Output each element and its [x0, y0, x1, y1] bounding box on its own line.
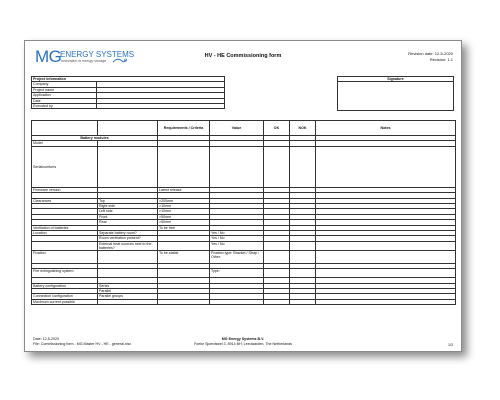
row-nok-cell[interactable]: [290, 250, 316, 263]
row-label: Fixation: [32, 250, 98, 263]
row-sublabel: [98, 269, 158, 278]
row-requirement: [158, 269, 210, 278]
row-label: Ventilation of batteries: [32, 225, 98, 230]
footer-address: Foeke Sjoerdswei 3, 8914 BH, Leeuwarden, The Netherlands: [194, 342, 292, 346]
row-sublabel: External heat sources next to the batteries?: [98, 241, 158, 250]
field-label: Project name: [32, 87, 97, 92]
signature-table: [337, 76, 454, 111]
field-label: Application: [32, 93, 97, 98]
row-nok-cell[interactable]: [290, 269, 316, 278]
footer-date: Date: 12-5-2020: [33, 337, 59, 341]
field-label: Date: [32, 98, 97, 103]
row-requirement: >50mm: [158, 220, 210, 225]
row-sublabel: Series: [98, 283, 158, 288]
row-requirement: [158, 299, 210, 304]
row-nok-cell[interactable]: [290, 146, 316, 187]
row-ok-cell[interactable]: [264, 269, 290, 278]
row-ok-cell[interactable]: [264, 146, 290, 187]
footer-page-number: 1/3: [448, 343, 453, 347]
table-row: [32, 269, 456, 278]
row-requirement: >200mm: [158, 198, 210, 203]
row-sublabel: Front: [98, 214, 158, 219]
row-notes-cell[interactable]: [316, 241, 456, 250]
row-requirement: [158, 146, 210, 187]
header-blank: [32, 121, 98, 136]
row-nok-cell[interactable]: [290, 241, 316, 250]
row-label: Model: [32, 141, 98, 146]
row-value[interactable]: [210, 146, 264, 187]
field-label: Executed by: [32, 104, 97, 109]
row-label: Maximum current possible: [32, 299, 98, 304]
section-title: Battery modules: [32, 136, 158, 141]
commissioning-table: [31, 120, 456, 305]
column-header-ok: OK: [264, 121, 290, 136]
row-nok-cell[interactable]: [290, 299, 316, 304]
row-label: Clearances: [32, 198, 98, 203]
row-requirement: >50mm: [158, 214, 210, 219]
footer-company: MG Energy Systems B.V.: [221, 337, 265, 341]
row-sublabel: [98, 146, 158, 187]
revision-date: 12-5-2020: [434, 51, 453, 56]
row-requirement: To be free: [158, 225, 210, 230]
row-label: Battery configuration: [32, 283, 98, 288]
row-value[interactable]: Yes / No: [210, 241, 264, 250]
project-information-table: [31, 76, 225, 109]
column-header-notes: Notes: [316, 121, 456, 136]
row-sublabel: Room ventilation present?: [98, 236, 158, 241]
row-sublabel: Left side: [98, 209, 158, 214]
row-value[interactable]: Fixation type: Bracket / Strap / Other:: [210, 250, 264, 263]
revision-date-label: Revision date:: [408, 51, 434, 56]
row-sublabel: Rear: [98, 220, 158, 225]
row-requirement: To be stable: [158, 250, 210, 263]
row-value[interactable]: Type:: [210, 269, 264, 278]
row-notes-cell[interactable]: [316, 250, 456, 263]
row-requirement: [158, 241, 210, 250]
row-requirement: >10mm: [158, 209, 210, 214]
logo-tagline: innovation in energy storage: [61, 59, 107, 63]
project-information-title: Project information: [32, 77, 225, 82]
row-ok-cell[interactable]: [264, 241, 290, 250]
row-sublabel: Separate battery room?: [98, 231, 158, 236]
footer-company-info: [25, 337, 461, 347]
row-ok-cell[interactable]: [264, 250, 290, 263]
field-value[interactable]: [97, 104, 225, 109]
row-sublabel: [98, 299, 158, 304]
row-ok-cell[interactable]: [264, 299, 290, 304]
row-label: Connection configuration: [32, 294, 98, 299]
row-sublabel: Parallel: [98, 289, 158, 294]
row-notes-cell[interactable]: [316, 269, 456, 278]
row-label: Location: [32, 231, 98, 236]
row-sublabel: Right side: [98, 204, 158, 209]
row-sublabel: [98, 250, 158, 263]
row-requirement: Latest release: [158, 187, 210, 192]
row-value[interactable]: Yes / No: [210, 236, 264, 241]
row-sublabel: Top: [98, 198, 158, 203]
table-row: [32, 299, 456, 304]
row-label: Fire extinguishing system: [32, 269, 98, 278]
field-label: Company: [32, 82, 97, 87]
logo-name-text: ENERGY SYSTEMS: [60, 50, 135, 59]
row-value[interactable]: [210, 299, 264, 304]
row-notes-cell[interactable]: [316, 299, 456, 304]
form-title: HV - HE Commissioning form: [204, 53, 282, 59]
row-label: [32, 241, 98, 250]
revision-label: Revision:: [429, 56, 447, 62]
document-page: [24, 40, 462, 352]
footer-file: File: Commissioning form - MG Master HV - HE - general.xlsx: [33, 342, 132, 346]
row-label: Serialnumbers: [32, 146, 98, 187]
column-header-requirements: Requirements / Criteria: [158, 121, 210, 136]
table-row: [32, 241, 456, 250]
header-blank: [98, 121, 158, 136]
revision-block: [408, 51, 453, 62]
table-row: [32, 146, 456, 187]
column-header-nok: NOK: [290, 121, 316, 136]
table-row: [32, 250, 456, 263]
row-sublabel: Parallel groups: [98, 294, 158, 299]
logo-mg-text: MG: [35, 47, 62, 66]
revision-number: 1.1: [447, 56, 453, 62]
row-value[interactable]: Yes / No: [210, 231, 264, 236]
row-notes-cell[interactable]: [316, 146, 456, 187]
signature-title: Signature: [338, 77, 454, 82]
column-header-value: Value: [210, 121, 264, 136]
row-label: Firmware version: [32, 187, 98, 192]
row-requirement: >10mm: [158, 204, 210, 209]
signature-field[interactable]: [338, 82, 454, 111]
